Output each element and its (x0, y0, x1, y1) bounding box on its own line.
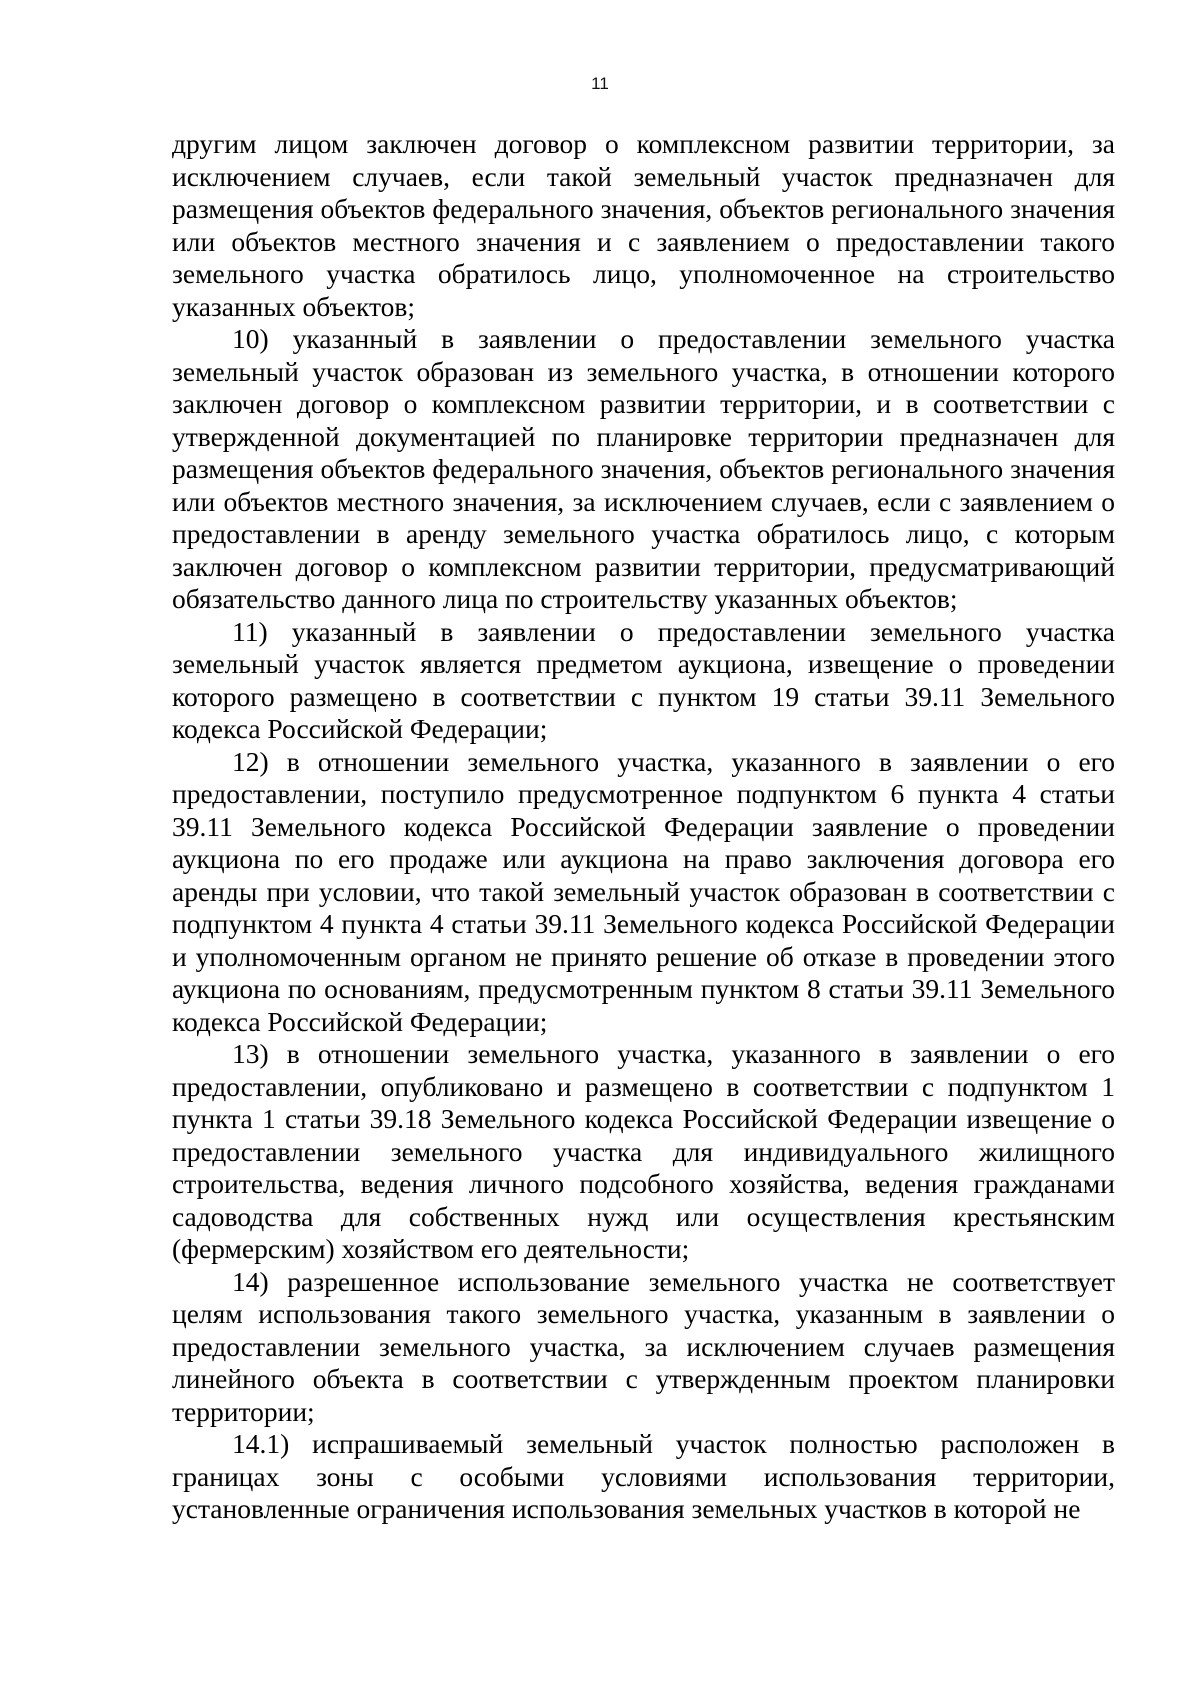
paragraph-item-14-1: 14.1) испрашиваемый земельный участок полностью расположен в границах зоны с особыми условиями использования территории, установленные ограничения использования земельных участков в которой не (172, 1428, 1115, 1524)
paragraph-item-10: 10) указанный в заявлении о предоставлении земельного участка земельный участок образован из земельного участка, в отношении которого заключен договор о комплексном развитии территории, и в соответствии с утвержденной документацией по планировке территории предназначен для размещения объектов федерального значения, объектов регионального значения или объектов местного значения, за исключением случаев, если с заявлением о предоставлении в аренду земельного участка обратилось лицо, с которым заключен договор о комплексном развитии территории, предусматривающий обязательство данного лица по строительству указанных объектов; (172, 323, 1115, 614)
paragraph-continuation: другим лицом заключен договор о комплексном развитии территории, за исключением случаев, если такой земельный участок предназначен для размещения объектов федерального значения, объектов регионального значения или объектов местного значения и с заявлением о предоставлении такого земельного участка обратилось лицо, уполномоченное на строительство указанных объектов; (172, 128, 1115, 322)
page-number: 11 (591, 74, 609, 93)
document-body (172, 128, 1115, 1526)
paragraph-item-11: 11) указанный в заявлении о предоставлении земельного участка земельный участок является предметом аукциона, извещение о проведении которого размещено в соответствии с пунктом 19 статьи 39.11 Земельного кодекса Российской Федерации; (172, 615, 1115, 744)
paragraph-item-13: 13) в отношении земельного участка, указанного в заявлении о его предоставлении, опубликовано и размещено в соответствии с подпунктом 1 пункта 1 статьи 39.18 Земельного кодекса Российской Федерации извещение о предоставлении земельного участка для индивидуального жилищного строительства, ведения личного подсобного хозяйства, ведения гражданами садоводства для собственных нужд или осуществления крестьянским (фермерским) хозяйством его деятельности; (172, 1038, 1115, 1264)
paragraph-item-12: 12) в отношении земельного участка, указанного в заявлении о его предоставлении, поступило предусмотренное подпунктом 6 пункта 4 статьи 39.11 Земельного кодекса Российской Федерации заявление о проведении аукциона по его продаже или аукциона на право заключения договора его аренды при условии, что такой земельный участок образован в соответствии с подпунктом 4 пункта 4 статьи 39.11 Земельного кодекса Российской Федерации и уполномоченным органом не принято решение об отказе в проведении этого аукциона по основаниям, предусмотренным пунктом 8 статьи 39.11 Земельного кодекса Российской Федерации; (172, 745, 1115, 1037)
paragraph-item-14: 14) разрешенное использование земельного участка не соответствует целям использования такого земельного участка, указанным в заявлении о предоставлении земельного участка, за исключением случаев размещения линейного объекта в соответствии с утвержденным проектом планировки территории; (172, 1265, 1115, 1427)
